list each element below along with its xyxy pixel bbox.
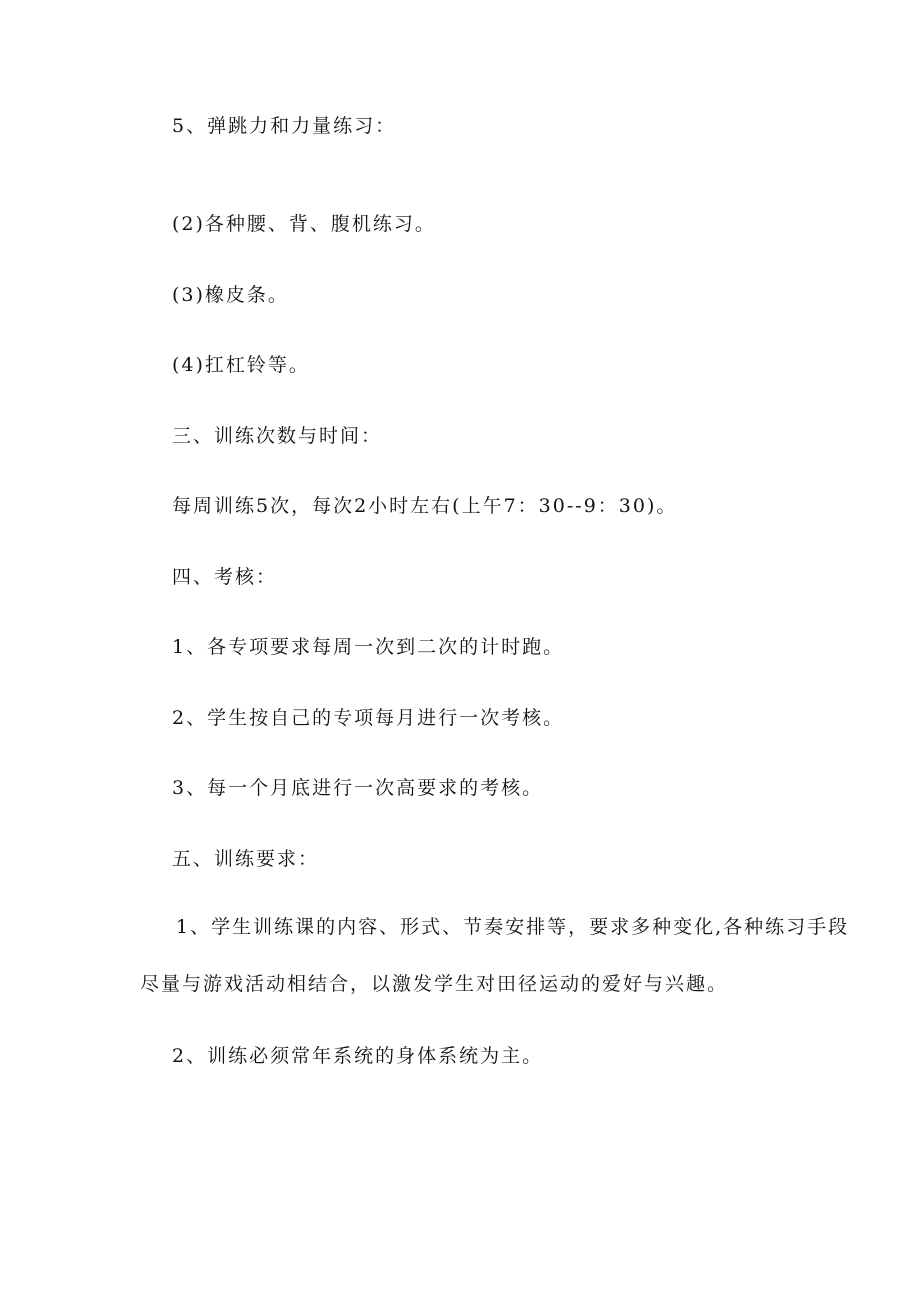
text-line-item-4: (4)扛杠铃等。 — [172, 354, 310, 376]
text-line-requirement-2: 2、训练必须常年系统的身体系统为主。 — [172, 1045, 544, 1067]
text-line-requirement-1b: 尽量与游戏活动相结合，以激发学生对田径运动的爱好与兴趣。 — [140, 973, 729, 995]
text-line-requirement-1a: 1、学生训练课的内容、形式、节奏安排等，要求多种变化,各种练习手段 — [176, 916, 850, 938]
text-line-section-3-heading: 三、训练次数与时间： — [172, 425, 383, 447]
text-line-item-3: (3)橡皮条。 — [172, 284, 289, 306]
text-line-assessment-2: 2、学生按自己的专项每月进行一次考核。 — [172, 707, 565, 729]
text-line-schedule: 每周训练5次，每次2小时左右(上午7：30--9：30)。 — [172, 495, 678, 517]
text-line-assessment-1: 1、各专项要求每周一次到二次的计时跑。 — [172, 636, 565, 658]
text-line-section5-heading: 5、弹跳力和力量练习： — [172, 115, 397, 137]
text-line-section-5-heading: 五、训练要求： — [172, 848, 320, 870]
text-line-item-2: (2)各种腰、背、腹机练习。 — [172, 213, 436, 235]
text-line-section-4-heading: 四、考核： — [172, 566, 278, 588]
text-line-assessment-3: 3、每一个月底进行一次高要求的考核。 — [172, 777, 544, 799]
